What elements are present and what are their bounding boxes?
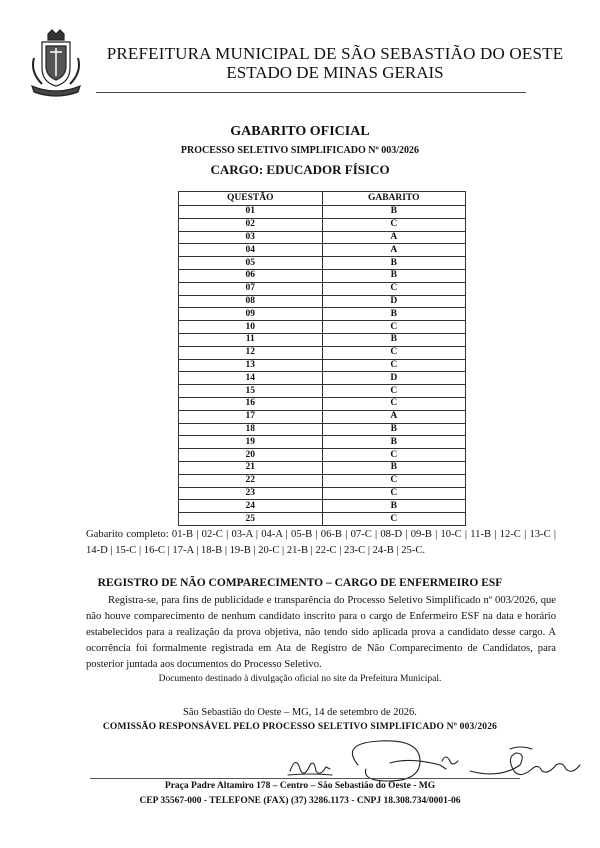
table-row xyxy=(179,461,466,474)
cell-gabarito: B xyxy=(322,269,466,282)
cell-questao: 24 xyxy=(179,500,323,513)
cell-questao: 10 xyxy=(179,321,323,334)
table-row xyxy=(179,333,466,346)
table-row xyxy=(179,372,466,385)
cell-gabarito: B xyxy=(322,206,466,219)
table-row xyxy=(179,513,466,526)
table-row xyxy=(179,500,466,513)
cell-questao: 16 xyxy=(179,397,323,410)
cell-gabarito: B xyxy=(322,423,466,436)
cell-gabarito: B xyxy=(322,500,466,513)
footer-contact: CEP 35567-000 - TELEFONE (FAX) (37) 3286.1173 - CNPJ 18.308.734/0001-06 xyxy=(139,796,461,806)
table-row xyxy=(179,385,466,398)
table-row xyxy=(179,269,466,282)
cell-questao: 05 xyxy=(179,257,323,270)
gabarito-completo-text: Gabarito completo: 01-B | 02-C | 03-A | 04-A | 05-B | 06-B | 07-C | 08-D | 09-B | 10-C | 11-B | 12-C | 13-C | 14-D | 15-C | 16-C | 17-A | 18-B | 19-B | 20-C | 21-B | 22-C | 23-C | 24-B | 25-C. xyxy=(86,529,556,556)
cell-questao: 06 xyxy=(179,269,323,282)
cell-questao: 18 xyxy=(179,423,323,436)
table-row xyxy=(179,321,466,334)
cell-gabarito: C xyxy=(322,513,466,526)
cell-gabarito: A xyxy=(322,244,466,257)
table-row xyxy=(179,308,466,321)
table-row xyxy=(179,487,466,500)
table-row xyxy=(179,423,466,436)
table-row xyxy=(179,436,466,449)
table-row xyxy=(179,295,466,308)
table-row xyxy=(179,231,466,244)
table-row xyxy=(179,449,466,462)
table-row xyxy=(179,282,466,295)
registro-nota: Documento destinado à divulgação oficial no site da Prefeitura Municipal. xyxy=(158,674,442,684)
footer-divider xyxy=(90,778,520,779)
table-row xyxy=(179,244,466,257)
cell-questao: 04 xyxy=(179,244,323,257)
cell-gabarito: C xyxy=(322,282,466,295)
cell-gabarito: D xyxy=(322,295,466,308)
cell-questao: 08 xyxy=(179,295,323,308)
cell-gabarito: B xyxy=(322,436,466,449)
table-row xyxy=(179,206,466,219)
cell-questao: 22 xyxy=(179,474,323,487)
cell-gabarito: C xyxy=(322,474,466,487)
cell-questao: 20 xyxy=(179,449,323,462)
cell-questao: 13 xyxy=(179,359,323,372)
cell-gabarito: B xyxy=(322,333,466,346)
cell-gabarito: C xyxy=(322,359,466,372)
local-data: São Sebastião do Oeste – MG, 14 de setembro de 2026. xyxy=(183,707,417,718)
municipal-crest-icon xyxy=(20,28,92,100)
cell-questao: 02 xyxy=(179,218,323,231)
table-row xyxy=(179,397,466,410)
table-row xyxy=(179,218,466,231)
document-subtitle: PROCESSO SELETIVO SIMPLIFICADO Nº 003/2026 xyxy=(180,145,420,156)
cell-gabarito: C xyxy=(322,385,466,398)
footer-address: Praça Padre Altamiro 178 – Centro – São Sebastião do Oeste - MG xyxy=(164,781,436,791)
header-municipality: PREFEITURA MUNICIPAL DE SÃO SEBASTIÃO DO OESTE xyxy=(106,44,564,63)
comissao-label: COMISSÃO RESPONSÁVEL PELO PROCESSO SELETIVO SIMPLIFICADO Nº 003/2026 xyxy=(102,722,498,732)
cell-gabarito: A xyxy=(322,231,466,244)
header-state: ESTADO DE MINAS GERAIS xyxy=(226,63,444,82)
cell-questao: 23 xyxy=(179,487,323,500)
table-header-row xyxy=(179,192,466,206)
cell-gabarito: B xyxy=(322,308,466,321)
cell-questao: 15 xyxy=(179,385,323,398)
cell-questao: 01 xyxy=(179,206,323,219)
cell-questao: 03 xyxy=(179,231,323,244)
cell-questao: 07 xyxy=(179,282,323,295)
column-header-gabarito: GABARITO xyxy=(322,192,466,206)
cell-questao: 12 xyxy=(179,346,323,359)
header-divider xyxy=(96,92,526,93)
cell-gabarito: C xyxy=(322,449,466,462)
cell-questao: 21 xyxy=(179,461,323,474)
table-row xyxy=(179,257,466,270)
cell-gabarito: A xyxy=(322,410,466,423)
cell-gabarito: C xyxy=(322,397,466,410)
cell-questao: 11 xyxy=(179,333,323,346)
cell-questao: 25 xyxy=(179,513,323,526)
cell-gabarito: C xyxy=(322,218,466,231)
cell-gabarito: C xyxy=(322,487,466,500)
answer-key-table xyxy=(178,191,466,526)
cell-questao: 17 xyxy=(179,410,323,423)
cell-gabarito: C xyxy=(322,346,466,359)
cell-questao: 19 xyxy=(179,436,323,449)
column-header-questao: QUESTÃO xyxy=(179,192,323,206)
cargo-title: CARGO: EDUCADOR FÍSICO xyxy=(210,162,390,177)
cell-gabarito: B xyxy=(322,461,466,474)
cell-questao: 14 xyxy=(179,372,323,385)
table-row xyxy=(179,346,466,359)
registro-title: REGISTRO DE NÃO COMPARECIMENTO – CARGO DE ENFERMEIRO ESF xyxy=(97,577,503,589)
cell-gabarito: B xyxy=(322,257,466,270)
cell-gabarito: C xyxy=(322,321,466,334)
cell-questao: 09 xyxy=(179,308,323,321)
table-row xyxy=(179,410,466,423)
table-row xyxy=(179,359,466,372)
table-row xyxy=(179,474,466,487)
document-title: GABARITO OFICIAL xyxy=(230,124,370,139)
registro-body: Registra-se, para fins de publicidade e transparência do Processo Seletivo Simplificado nº 003/2026, que não houve comparecimento de nenhum candidato inscrito para o cargo de Enfermeiro ESF na data e horário estabelecidos para a realização da prova objetiva, não tendo sido aplicada prova a candidato desse cargo. A ocorrência foi formalmente registrada em Ata de Registro de Não Comparecimento de Candidatos, para posterior juntada aos documentos do Processo Seletivo. xyxy=(86,595,556,670)
cell-gabarito: D xyxy=(322,372,466,385)
